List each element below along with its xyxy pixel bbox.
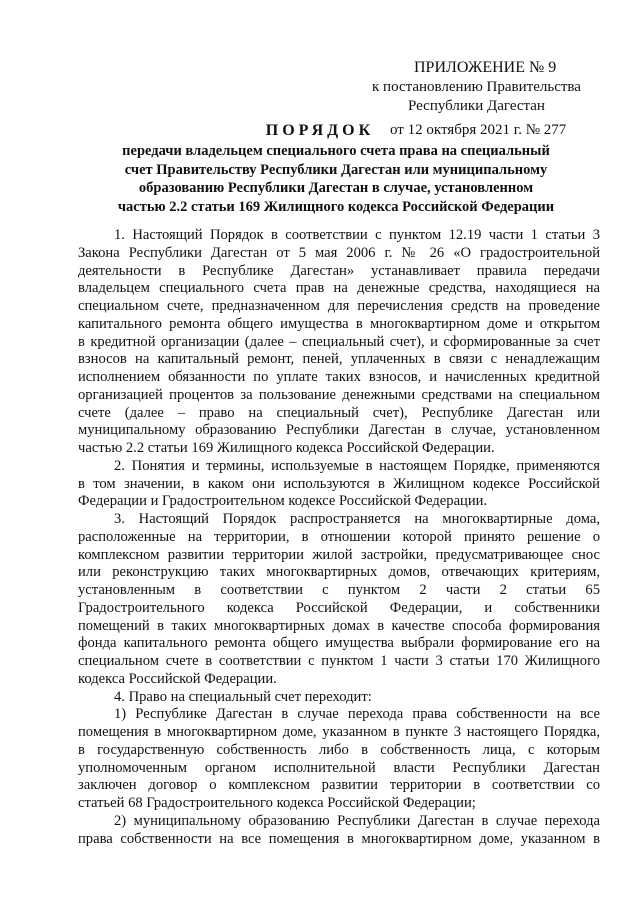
paragraph-line: 3. Настоящий Порядок распространяется на многоквартирные дома, (114, 511, 600, 527)
paragraph-line: специальном счете в соответствии с пунктом 1 части 3 статьи 170 Жилищного (78, 653, 600, 669)
subtitle-line: частью 2.2 статьи 169 Жилищного кодекса Российской Федерации (117, 198, 555, 215)
paragraph-line: фонда капитального ремонта общего имущества выбрали формирование его на (78, 635, 600, 652)
subtitle-line: счет Правительству Республики Дагестан или муниципальному (124, 161, 548, 178)
paragraph-line: в том значении, в каком они используются в Жилищном кодексе Российской (78, 475, 600, 492)
paragraph-line: счете (далее – право на специальный счет), Республике Дагестан или (78, 404, 600, 421)
paragraph-5 (78, 706, 600, 813)
paragraph-line: помещения в многоквартирном доме, указанном в пункте 3 настоящего Порядка, (78, 724, 600, 740)
paragraph-line: уполномоченным органом исполнительной власти Республики Дагестан (78, 759, 600, 776)
paragraph-4 (78, 689, 600, 707)
paragraph-line: 1. Настоящий Порядок в соответствии с пунктом 12.19 части 1 статьи 3 (114, 227, 600, 243)
paragraph-line: частью 2.2 статьи 169 Жилищного кодекса Российской Федерации. (78, 440, 495, 456)
paragraph-line: помещений в таких многоквартирных домах в качестве способа формирования (78, 617, 600, 634)
paragraph-line: специальном счете, предназначенном для перечисления средств на проведение (78, 298, 600, 314)
paragraph-line: 2) муниципальному образованию Республики Дагестан в случае перехода (114, 812, 600, 829)
paragraph-line: Градостроительного кодекса Российской Федерации, и собственники (78, 599, 600, 616)
paragraph-line: комплексном развитии территории жилой застройки, предусматривающее снос (78, 546, 600, 563)
paragraph-line: 2. Понятия и термины, используемые в настоящем Порядке, применяются (114, 457, 600, 474)
paragraph-line: в государственную собственность либо в собственность лица, с которым (78, 741, 600, 758)
paragraph-3 (78, 511, 600, 689)
subtitle-line: передачи владельцем специального счета права на специальный (122, 143, 550, 159)
paragraph-line: расположенные на территории, в отношении которой принято решение о (78, 528, 600, 545)
paragraph-line: права собственности на все помещения в многоквартирном доме, указанном в (78, 830, 600, 847)
paragraph-1 (78, 227, 600, 458)
paragraph-line: 4. Право на специальный счет переходит: (114, 688, 372, 705)
paragraph-line: 1) Республике Дагестан в случае перехода права собственности на все (114, 706, 600, 723)
paragraph-line: статьей 68 Градостроительного кодекса Российской Федерации; (78, 795, 476, 811)
appendix-number: ПРИЛОЖЕНИЕ № 9 (414, 59, 557, 76)
document-title: ПОРЯДОК (265, 122, 375, 139)
paragraph-line: Федерации и Градостроительном кодексе Российской Федерации. (78, 493, 488, 510)
paragraph-2 (78, 458, 600, 511)
paragraph-line: взносов на капитальный ремонт, пеней, уплаченных в связи с ненадлежащим (78, 351, 600, 368)
document-body (78, 227, 600, 848)
subtitle-line: образованию Республики Дагестан в случае, установленном (138, 180, 534, 197)
paragraph-line: муниципальному образованию Республики Дагестан в случае, установленном (78, 422, 600, 439)
paragraph-line: организацией процентов за пользование денежными средствами на специальном (78, 386, 600, 403)
paragraph-line: деятельности в Республике Дагестан» устанавливает правила передачи (78, 262, 600, 279)
paragraph-6 (78, 813, 600, 849)
paragraph-line: заключен договор о комплексном развитии территории в соответствии со (78, 777, 600, 794)
paragraph-line: Закона Республики Дагестан от 5 мая 2006 г. № 26 «О градостроительной (78, 244, 600, 261)
decree-date-number: от 12 октября 2021 г. № 277 (390, 122, 567, 138)
document-subtitle (96, 142, 576, 216)
decree-reference: к постановлению Правительства (372, 79, 581, 95)
paragraph-line: владельцем специального счета прав на денежные средства, находящиеся на (78, 280, 600, 297)
paragraph-line: установленным в соответствии с пунктом 2 части 2 статьи 65 (78, 582, 600, 598)
paragraph-line: или реконструкцию таких многоквартирных домов, отвечающих критериям, (78, 564, 600, 581)
paragraph-line: исполнением обязанности по уплате таких взносов, и начисленных кредитной (78, 369, 600, 385)
paragraph-line: капитального ремонта общего имущества в многоквартирном доме и открытом (78, 315, 600, 332)
paragraph-line: в кредитной организации (далее – специальный счет), и сформированные за счет (78, 333, 600, 350)
paragraph-line: кодекса Российской Федерации. (78, 670, 277, 687)
republic-name: Республики Дагестан (408, 98, 545, 114)
